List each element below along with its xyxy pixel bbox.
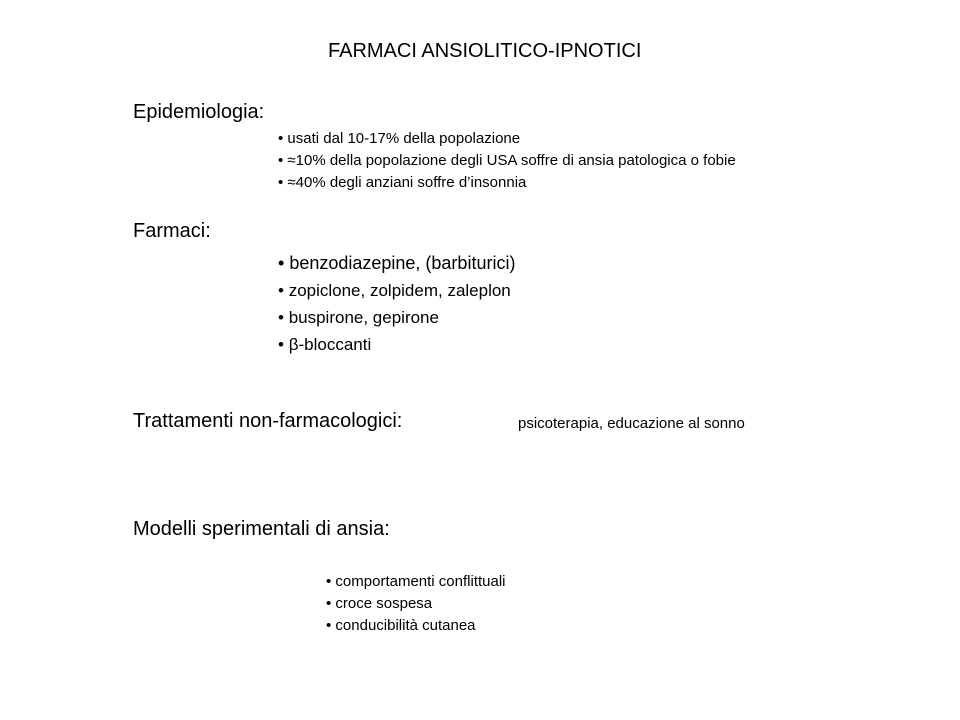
epidemiology-list xyxy=(278,128,736,194)
list-item: • usati dal 10-17% della popolazione xyxy=(278,128,736,150)
anxiety-models-heading: Modelli sperimentali di ansia: xyxy=(133,518,390,540)
drugs-heading: Farmaci: xyxy=(133,220,211,242)
list-item: • comportamenti conflittuali xyxy=(326,571,506,593)
list-item: • buspirone, gepirone xyxy=(278,304,515,331)
list-item: • zopiclone, zolpidem, zaleplon xyxy=(278,277,515,304)
list-item: • conducibilità cutanea xyxy=(326,615,506,637)
list-item: • β-bloccanti xyxy=(278,331,515,358)
non-pharmacological-heading: Trattamenti non-farmacologici: xyxy=(133,410,403,432)
slide-title: FARMACI ANSIOLITICO-IPNOTICI xyxy=(328,40,642,62)
anxiety-models-list xyxy=(326,571,506,637)
list-item: • ≈40% degli anziani soffre d’insonnia xyxy=(278,172,736,194)
drugs-list xyxy=(278,250,515,358)
non-pharmacological-value: psicoterapia, educazione al sonno xyxy=(518,415,745,432)
list-item: • benzodiazepine, (barbiturici) xyxy=(278,250,515,277)
list-item: • croce sospesa xyxy=(326,593,506,615)
epidemiology-heading: Epidemiologia: xyxy=(133,101,265,123)
list-item: • ≈10% della popolazione degli USA soffre di ansia patologica o fobie xyxy=(278,150,736,172)
